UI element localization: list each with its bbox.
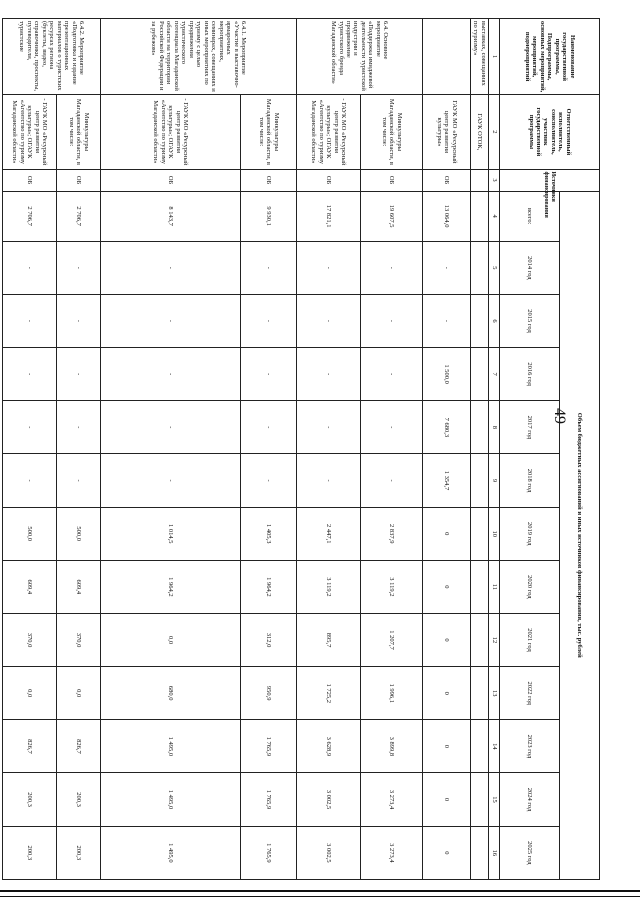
row-year-value: 3 119,2 — [361, 560, 423, 613]
row-year-value — [471, 826, 489, 879]
header-source: Источники финансирования — [500, 169, 600, 191]
column-number: 4 — [489, 191, 500, 241]
row-source: ОБ — [101, 169, 241, 191]
row-year-value: 0 — [423, 560, 471, 613]
row-year-value: - — [297, 294, 361, 347]
table-row — [471, 19, 489, 880]
footer-rule — [0, 896, 640, 897]
column-number: 10 — [489, 507, 500, 560]
row-year-value: 1 964,2 — [241, 560, 297, 613]
row-executor: ГАУК МО «Ресурсный центр развития культуры» — [423, 95, 471, 169]
row-year-value: - — [297, 401, 361, 454]
row-year-value: 950,9 — [241, 667, 297, 720]
row-year-value: 3 899,8 — [361, 720, 423, 773]
row-year-value: 1 495,0 — [101, 773, 241, 826]
row-name: выставках, совещаниях по туризму» — [471, 19, 489, 95]
header-year: 2024 год — [500, 773, 560, 826]
row-year-value: 609,4 — [57, 560, 101, 613]
row-executor: Минкультуры Магаданской области, в том числе: — [57, 95, 101, 169]
row-year-value: 3 119,2 — [297, 560, 361, 613]
row-year-value: 0 — [423, 667, 471, 720]
column-number-row — [489, 19, 500, 880]
header-name: Наименование государственной программы, Подпрограммы, основных мероприятий, мероприятий, подмероприятий — [500, 19, 600, 95]
header-year: 2025 год — [500, 826, 560, 879]
row-year-value: - — [241, 348, 297, 401]
row-source: ОБ — [57, 169, 101, 191]
row-year-value: - — [297, 241, 361, 294]
column-number: 3 — [489, 169, 500, 191]
row-executor: Минкультуры Магаданской области, в том числе: — [241, 95, 297, 169]
row-year-value: - — [297, 348, 361, 401]
page-number: 49 — [551, 408, 568, 424]
row-year-value: 500,0 — [57, 507, 101, 560]
row-year-value: - — [297, 454, 361, 507]
row-year-value: - — [423, 241, 471, 294]
row-name — [423, 19, 471, 95]
row-year-value: 609,4 — [3, 560, 57, 613]
table-row — [423, 19, 471, 880]
row-year-value: - — [57, 241, 101, 294]
table-body — [3, 19, 489, 880]
row-year-value: 1 354,7 — [423, 454, 471, 507]
row-total: 9 930,1 — [241, 191, 297, 241]
row-year-value: 200,3 — [57, 826, 101, 879]
header-year: 2016 год — [500, 348, 560, 401]
row-year-value: - — [361, 241, 423, 294]
row-executor: - ГАУК МО «Ресурсный центр развития культуры»; ОГАУК «Агентство по туризму Магаданской области» — [3, 95, 57, 169]
column-number: 11 — [489, 560, 500, 613]
row-year-value: - — [57, 348, 101, 401]
row-year-value: - — [57, 401, 101, 454]
row-year-value: 3 628,9 — [297, 720, 361, 773]
row-source: ОБ — [361, 169, 423, 191]
row-year-value: 7 680,3 — [423, 401, 471, 454]
header-year: 2018 год — [500, 454, 560, 507]
row-executor: - ГАУК МО «Ресурсный центр развития культуры»; ОГАУК «Агентство по туризму Магаданской области» — [101, 95, 241, 169]
table-row — [241, 19, 297, 880]
column-number: 12 — [489, 613, 500, 666]
row-total: 13 064,0 — [423, 191, 471, 241]
row-year-value: 0 — [423, 720, 471, 773]
row-year-value: - — [57, 454, 101, 507]
row-year-value — [471, 720, 489, 773]
row-year-value: 3 002,5 — [297, 773, 361, 826]
column-number: 13 — [489, 667, 500, 720]
column-number: 8 — [489, 401, 500, 454]
row-year-value: - — [361, 454, 423, 507]
row-year-value: - — [3, 348, 57, 401]
row-year-value — [471, 294, 489, 347]
row-year-value: - — [3, 241, 57, 294]
row-total: 19 607,5 — [361, 191, 423, 241]
row-year-value: 0,0 — [101, 613, 241, 666]
row-year-value: - — [57, 294, 101, 347]
row-year-value — [471, 507, 489, 560]
row-year-value: 1 765,9 — [241, 773, 297, 826]
row-year-value: - — [101, 348, 241, 401]
row-executor: Минкультуры Магаданской области, в том числе: — [361, 95, 423, 169]
row-year-value: 826,7 — [3, 720, 57, 773]
row-year-value: 826,7 — [57, 720, 101, 773]
row-year-value: 1 500,0 — [423, 348, 471, 401]
row-total — [471, 191, 489, 241]
row-year-value: 1 495,0 — [101, 826, 241, 879]
table-row — [361, 19, 423, 880]
row-year-value: 1 207,7 — [361, 613, 423, 666]
row-year-value: 0,0 — [3, 667, 57, 720]
row-year-value: - — [3, 294, 57, 347]
row-year-value — [471, 454, 489, 507]
row-source: ОБ — [297, 169, 361, 191]
table-row — [3, 19, 57, 880]
header-funding: Объем бюджетных ассигнований и иных источников финансирования, тыс. рублей — [560, 191, 600, 879]
row-year-value: 1 765,9 — [241, 826, 297, 879]
row-year-value: 370,0 — [3, 613, 57, 666]
row-year-value: - — [101, 294, 241, 347]
row-year-value: 200,3 — [3, 826, 57, 879]
row-year-value: - — [423, 294, 471, 347]
row-executor: - ГАУК МО «Ресурсный центр развития культуры»; ОГАУК «Агентство по туризму Магаданской области» — [297, 95, 361, 169]
row-year-value: - — [3, 401, 57, 454]
row-year-value: 500,0 — [3, 507, 57, 560]
funding-table-wrapper — [11, 18, 600, 880]
row-source: ОБ — [241, 169, 297, 191]
row-year-value — [471, 613, 489, 666]
column-number: 15 — [489, 773, 500, 826]
row-year-value: 0 — [423, 507, 471, 560]
header-total: всего: — [500, 191, 560, 241]
row-year-value: 0 — [423, 773, 471, 826]
row-year-value: 312,0 — [241, 613, 297, 666]
header-executor: Ответственный исполнитель, соисполнитель, участник государственной программы — [500, 95, 600, 169]
header-year: 2021 год — [500, 613, 560, 666]
row-year-value: - — [241, 294, 297, 347]
row-year-value: 3 273,4 — [361, 826, 423, 879]
row-year-value: - — [361, 401, 423, 454]
row-year-value: 895,7 — [297, 613, 361, 666]
row-total: 2 706,7 — [3, 191, 57, 241]
row-year-value: 1 765,9 — [241, 720, 297, 773]
funding-table — [2, 18, 600, 880]
row-year-value: 2 837,9 — [361, 507, 423, 560]
header-year: 2017 год — [500, 401, 560, 454]
row-year-value: 3 273,4 — [361, 773, 423, 826]
column-number: 2 — [489, 95, 500, 169]
row-year-value: - — [361, 294, 423, 347]
header-year: 2015 год — [500, 294, 560, 347]
footer-rule — [0, 890, 640, 892]
header-year: 2022 год — [500, 667, 560, 720]
row-year-value: 1 725,2 — [297, 667, 361, 720]
row-total: 8 143,7 — [101, 191, 241, 241]
table-row — [297, 19, 361, 880]
row-year-value — [471, 667, 489, 720]
row-source: ОБ — [3, 169, 57, 191]
column-number: 16 — [489, 826, 500, 879]
row-year-value — [471, 560, 489, 613]
row-executor: ГАУК ОТОК, — [471, 95, 489, 169]
table-row — [57, 19, 101, 880]
header-year: 2023 год — [500, 720, 560, 773]
row-year-value: - — [101, 401, 241, 454]
column-number: 9 — [489, 454, 500, 507]
row-year-value: 1 405,3 — [241, 507, 297, 560]
row-year-value: 200,3 — [3, 773, 57, 826]
column-number: 14 — [489, 720, 500, 773]
row-year-value: - — [3, 454, 57, 507]
column-number: 6 — [489, 294, 500, 347]
row-year-value: - — [241, 401, 297, 454]
row-year-value: - — [361, 348, 423, 401]
row-year-value: - — [101, 454, 241, 507]
row-year-value: 1 996,1 — [361, 667, 423, 720]
row-year-value: 3 002,5 — [297, 826, 361, 879]
row-year-value: 1 495,0 — [101, 720, 241, 773]
row-year-value: 0 — [423, 826, 471, 879]
row-year-value: - — [241, 454, 297, 507]
row-year-value: 2 447,1 — [297, 507, 361, 560]
row-year-value: 0 — [423, 613, 471, 666]
column-number: 1 — [489, 19, 500, 95]
row-name: 6.4. Основное мероприятие «Поддержка имиджевой деятельности туристской индустрии и продвижение туристского бренда Магаданской области» — [297, 19, 423, 95]
row-name: 6.4.1. Мероприятие «Участие в выставочно-ярмарочных мероприятиях, семинарах, совещаниях и иных мероприятиях по туризму с целью продвижения туристического потенциала Магаданской области на территории Российской Федерации и за рубежом» — [101, 19, 297, 95]
row-year-value — [471, 401, 489, 454]
row-year-value — [471, 773, 489, 826]
row-year-value — [471, 348, 489, 401]
header-year: 2014 год — [500, 241, 560, 294]
row-name: 6.4.2. Мероприятие «Подготовка и издание презентационных материалов о туристских ресурсах региона (буклеты, видео, справочники, проспекты, путеводители, туристские — [3, 19, 101, 95]
row-total: 17 821,1 — [297, 191, 361, 241]
header-year: 2020 год — [500, 560, 560, 613]
row-total: 2 706,7 — [57, 191, 101, 241]
row-year-value: 1 964,2 — [101, 560, 241, 613]
row-year-value: 370,0 — [57, 613, 101, 666]
row-year-value: 680,0 — [101, 667, 241, 720]
row-year-value: 1 014,5 — [101, 507, 241, 560]
row-source: ОБ — [423, 169, 471, 191]
row-year-value — [471, 241, 489, 294]
table-row — [101, 19, 241, 880]
column-number: 5 — [489, 241, 500, 294]
row-source — [471, 169, 489, 191]
row-year-value: 200,3 — [57, 773, 101, 826]
header-year: 2019 год — [500, 507, 560, 560]
row-year-value: - — [101, 241, 241, 294]
column-number: 7 — [489, 348, 500, 401]
row-year-value: 0,0 — [57, 667, 101, 720]
row-year-value: - — [241, 241, 297, 294]
